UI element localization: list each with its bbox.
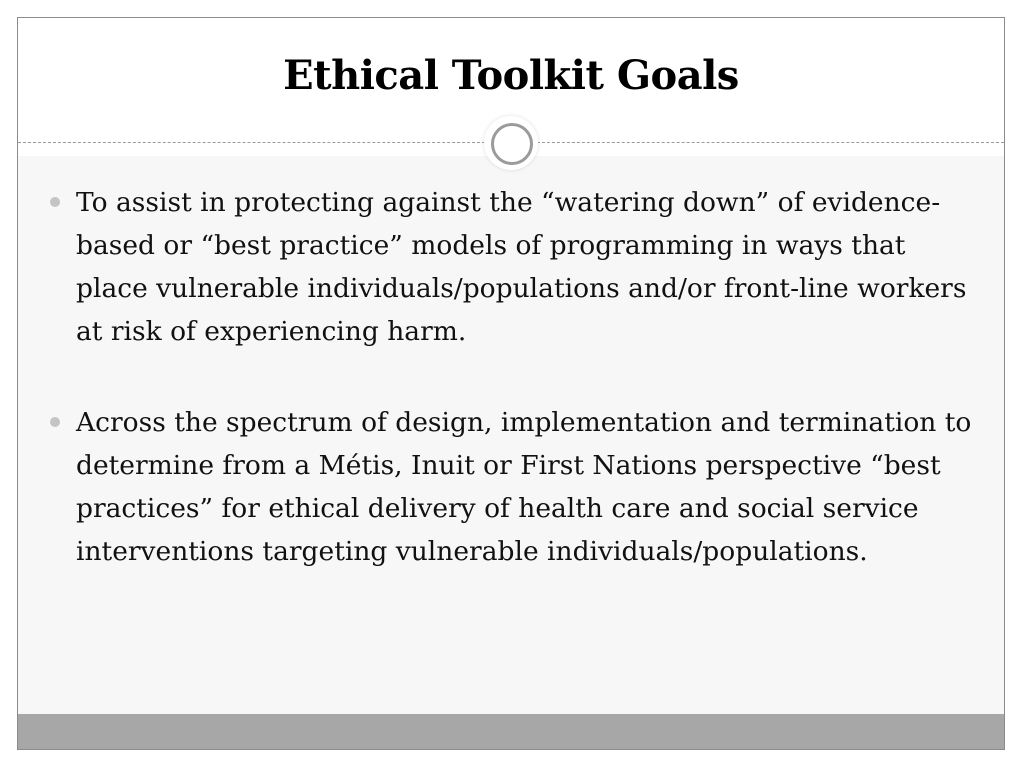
bullet-item [48,181,978,353]
footer-bar [18,714,1004,749]
bullet-dot-icon [50,197,60,207]
ornament-ring [491,123,533,165]
bullet-text: Across the spectrum of design, implementation and termination to determine from a Métis, Inuit or First Nations perspective “best practices” for ethical delivery of health care and social service interventions targeting vulnerable individuals/populations. [76,407,972,567]
slide-title: Ethical Toolkit Goals [283,52,739,99]
bullet-text: To assist in protecting against the “watering down” of evidence-based or “best practice” models of programming in ways that place vulnerable individuals/populations and/or front-line workers at risk of experiencing harm. [76,187,967,347]
bullet-item [48,401,978,573]
circle-ornament-icon [484,116,538,170]
slide [17,17,1005,750]
bullet-list [48,181,978,621]
bullet-dot-icon [50,417,60,427]
